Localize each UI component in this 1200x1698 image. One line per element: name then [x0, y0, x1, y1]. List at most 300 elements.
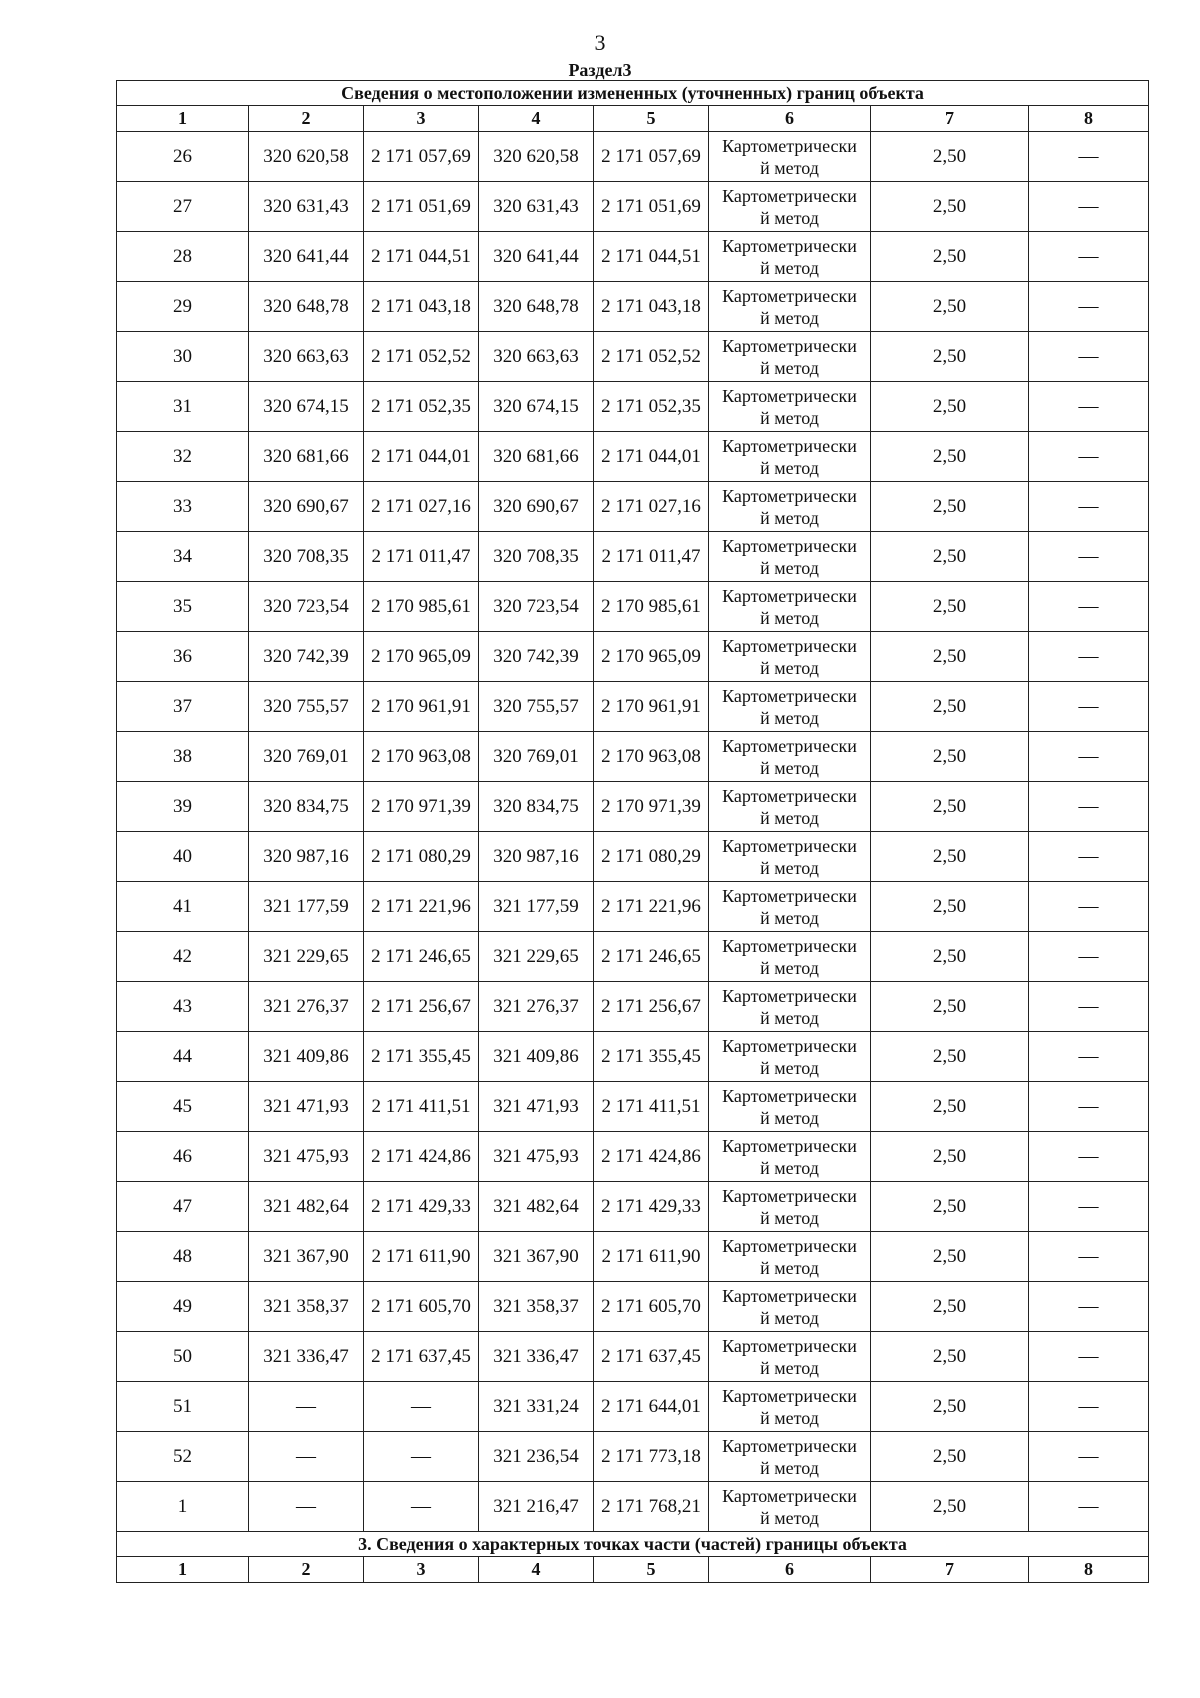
table-cell: 2 171 080,29	[594, 832, 709, 882]
method-text: й метод	[760, 657, 819, 678]
table-row	[117, 1382, 1149, 1432]
method-text: Картометрически	[722, 1035, 857, 1056]
method-text: й метод	[760, 407, 819, 428]
method-cell	[709, 1182, 871, 1232]
table-cell: 2,50	[871, 1232, 1029, 1282]
table-cell: 320 742,39	[479, 632, 594, 682]
table-row	[117, 1182, 1149, 1232]
table-row	[117, 632, 1149, 682]
table-cell: 321 336,47	[479, 1332, 594, 1382]
table-cell: 321 177,59	[249, 882, 364, 932]
table-cell: 2 171 355,45	[364, 1032, 479, 1082]
table-row	[117, 982, 1149, 1032]
table-cell: 2,50	[871, 982, 1029, 1032]
table-cell: 2,50	[871, 532, 1029, 582]
table-cell: 2 170 961,91	[594, 682, 709, 732]
table-cell: —	[1029, 182, 1149, 232]
method-text: й метод	[760, 857, 819, 878]
table-cell: 2,50	[871, 332, 1029, 382]
table-cell: 321 367,90	[479, 1232, 594, 1282]
table-cell: 30	[117, 332, 249, 382]
table-cell: 320 648,78	[249, 282, 364, 332]
table-cell: 2 171 605,70	[594, 1282, 709, 1332]
method-text: Картометрически	[722, 1235, 857, 1256]
column-number: 1	[117, 1557, 249, 1583]
table-cell: 2 171 221,96	[364, 882, 479, 932]
table-cell: —	[364, 1432, 479, 1482]
method-text: й метод	[760, 1507, 819, 1528]
table-cell: 42	[117, 932, 249, 982]
table-row	[117, 1282, 1149, 1332]
table-cell: 43	[117, 982, 249, 1032]
table-cell: —	[1029, 1032, 1149, 1082]
table-cell: 320 987,16	[479, 832, 594, 882]
table-cell: —	[1029, 982, 1149, 1032]
table-cell: 2 171 080,29	[364, 832, 479, 882]
method-cell	[709, 282, 871, 332]
table-cell: —	[1029, 1332, 1149, 1382]
method-text: й метод	[760, 507, 819, 528]
table-cell: 2 171 011,47	[594, 532, 709, 582]
table-row	[117, 782, 1149, 832]
table-cell: —	[1029, 1382, 1149, 1432]
column-number: 3	[364, 106, 479, 132]
table-cell: 2,50	[871, 582, 1029, 632]
method-text: Картометрически	[722, 535, 857, 556]
method-text: й метод	[760, 757, 819, 778]
table-cell: 41	[117, 882, 249, 932]
table-cell: 321 409,86	[479, 1032, 594, 1082]
table-cell: 321 475,93	[249, 1132, 364, 1182]
table-cell: —	[1029, 1132, 1149, 1182]
table-row	[117, 1482, 1149, 1532]
table-cell: 320 674,15	[479, 382, 594, 432]
table-cell: 2 171 611,90	[594, 1232, 709, 1282]
table-cell: 320 755,57	[479, 682, 594, 732]
method-text: й метод	[760, 1007, 819, 1028]
method-text: Картометрически	[722, 285, 857, 306]
table-cell: —	[1029, 282, 1149, 332]
table-cell: 320 631,43	[479, 182, 594, 232]
table-cell: 321 229,65	[249, 932, 364, 982]
table-cell: —	[1029, 882, 1149, 932]
method-text: й метод	[760, 257, 819, 278]
table-cell: 2 170 985,61	[364, 582, 479, 632]
table-cell: 2 171 768,21	[594, 1482, 709, 1532]
table-cell: 2,50	[871, 1382, 1029, 1432]
table-cell: —	[1029, 1182, 1149, 1232]
column-number: 2	[249, 1557, 364, 1583]
table-row	[117, 332, 1149, 382]
table-cell: 2,50	[871, 1132, 1029, 1182]
table-cell: 2 170 963,08	[364, 732, 479, 782]
table-cell: —	[1029, 782, 1149, 832]
table-cell: 320 769,01	[249, 732, 364, 782]
method-text: й метод	[760, 1257, 819, 1278]
table-cell: 321 367,90	[249, 1232, 364, 1282]
table-cell: 321 471,93	[249, 1082, 364, 1132]
table-cell: 320 690,67	[479, 482, 594, 532]
table-row	[117, 1082, 1149, 1132]
method-text: й метод	[760, 1107, 819, 1128]
table-cell: —	[1029, 582, 1149, 632]
footer-caption-row	[117, 1532, 1149, 1557]
table-cell: 320 663,63	[249, 332, 364, 382]
column-number: 6	[709, 106, 871, 132]
table-cell: —	[249, 1482, 364, 1532]
table-cell: 33	[117, 482, 249, 532]
method-cell	[709, 482, 871, 532]
table-cell: 52	[117, 1432, 249, 1482]
method-cell	[709, 1232, 871, 1282]
table-cell: —	[1029, 732, 1149, 782]
table-cell: 2,50	[871, 132, 1029, 182]
table-cell: 2 171 256,67	[364, 982, 479, 1032]
table-caption: Сведения о местоположении измененных (уточненных) границ объекта	[117, 81, 1149, 106]
method-cell	[709, 382, 871, 432]
table-cell: 2 170 971,39	[364, 782, 479, 832]
method-text: й метод	[760, 307, 819, 328]
table-cell: 51	[117, 1382, 249, 1432]
table-cell: 321 229,65	[479, 932, 594, 982]
method-text: й метод	[760, 1457, 819, 1478]
column-number: 7	[871, 1557, 1029, 1583]
method-cell	[709, 232, 871, 282]
column-numbers-row	[117, 106, 1149, 132]
table-cell: 2,50	[871, 832, 1029, 882]
table-cell: —	[249, 1382, 364, 1432]
table-cell: 2 171 051,69	[364, 182, 479, 232]
table-row	[117, 1432, 1149, 1482]
table-cell: 2 171 027,16	[364, 482, 479, 532]
method-cell	[709, 182, 871, 232]
table-row	[117, 432, 1149, 482]
table-cell: —	[364, 1482, 479, 1532]
method-cell	[709, 882, 871, 932]
method-text: Картометрически	[722, 585, 857, 606]
table-cell: —	[1029, 332, 1149, 382]
table-cell: 2 171 057,69	[364, 132, 479, 182]
table-cell: —	[1029, 1232, 1149, 1282]
table-cell: 2 171 246,65	[364, 932, 479, 982]
method-text: Картометрически	[722, 1435, 857, 1456]
method-text: й метод	[760, 457, 819, 478]
table-cell: —	[1029, 1482, 1149, 1532]
table-cell: 2 171 057,69	[594, 132, 709, 182]
table-cell: 39	[117, 782, 249, 832]
table-cell: 321 177,59	[479, 882, 594, 932]
column-number: 4	[479, 1557, 594, 1583]
table-cell: 2 170 963,08	[594, 732, 709, 782]
table-row	[117, 932, 1149, 982]
method-cell	[709, 1432, 871, 1482]
table-cell: —	[1029, 382, 1149, 432]
column-number: 6	[709, 1557, 871, 1583]
method-text: Картометрически	[722, 735, 857, 756]
table-cell: 46	[117, 1132, 249, 1182]
section-title: Раздел3	[568, 60, 632, 80]
table-cell: 2 171 411,51	[594, 1082, 709, 1132]
table-row	[117, 382, 1149, 432]
method-text: й метод	[760, 1407, 819, 1428]
table-cell: —	[1029, 1282, 1149, 1332]
table-cell: 2,50	[871, 682, 1029, 732]
table-cell: 31	[117, 382, 249, 432]
table-cell: 320 834,75	[249, 782, 364, 832]
method-cell	[709, 1382, 871, 1432]
table-cell: 320 690,67	[249, 482, 364, 532]
table-cell: 2,50	[871, 782, 1029, 832]
table-cell: 2,50	[871, 182, 1029, 232]
table-row	[117, 1132, 1149, 1182]
table-cell: 2 171 044,01	[594, 432, 709, 482]
method-text: й метод	[760, 1307, 819, 1328]
table-cell: 320 663,63	[479, 332, 594, 382]
table-cell: 2 171 221,96	[594, 882, 709, 932]
column-number: 4	[479, 106, 594, 132]
table-cell: 2 171 429,33	[364, 1182, 479, 1232]
method-text: й метод	[760, 807, 819, 828]
method-text: й метод	[760, 1157, 819, 1178]
table-cell: 48	[117, 1232, 249, 1282]
table-cell: 2 171 051,69	[594, 182, 709, 232]
table-cell: 2 171 429,33	[594, 1182, 709, 1232]
table-cell: —	[1029, 1432, 1149, 1482]
column-number: 8	[1029, 1557, 1149, 1583]
method-text: Картометрически	[722, 1135, 857, 1156]
table-cell: 2,50	[871, 232, 1029, 282]
table-cell: —	[249, 1432, 364, 1482]
table-cell: 2 170 965,09	[364, 632, 479, 682]
table-cell: 50	[117, 1332, 249, 1382]
table-row	[117, 132, 1149, 182]
method-cell	[709, 1282, 871, 1332]
table-cell: 2,50	[871, 482, 1029, 532]
table-cell: 2 171 424,86	[364, 1132, 479, 1182]
table-cell: 2,50	[871, 282, 1029, 332]
method-text: Картометрически	[722, 985, 857, 1006]
table-cell: 29	[117, 282, 249, 332]
method-text: Картометрически	[722, 235, 857, 256]
table-cell: 321 336,47	[249, 1332, 364, 1382]
method-text: й метод	[760, 707, 819, 728]
method-text: Картометрически	[722, 885, 857, 906]
table-cell: —	[1029, 232, 1149, 282]
table-row	[117, 182, 1149, 232]
method-cell	[709, 1482, 871, 1532]
table-cell: 2 170 961,91	[364, 682, 479, 732]
table-cell: 320 834,75	[479, 782, 594, 832]
method-text: й метод	[760, 357, 819, 378]
table-row	[117, 232, 1149, 282]
table-cell: 2 171 355,45	[594, 1032, 709, 1082]
table-cell: 2,50	[871, 632, 1029, 682]
table-row	[117, 1032, 1149, 1082]
method-text: Картометрически	[722, 1385, 857, 1406]
method-cell	[709, 432, 871, 482]
table-row	[117, 582, 1149, 632]
method-text: Картометрически	[722, 1185, 857, 1206]
method-text: Картометрически	[722, 1485, 857, 1506]
table-cell: 2,50	[871, 1332, 1029, 1382]
table-cell: 2 171 052,35	[594, 382, 709, 432]
table-cell: 2 171 044,51	[594, 232, 709, 282]
table-cell: 2 171 256,67	[594, 982, 709, 1032]
table-cell: 2 171 044,01	[364, 432, 479, 482]
table-cell: 45	[117, 1082, 249, 1132]
table-cell: 2 170 985,61	[594, 582, 709, 632]
column-number: 2	[249, 106, 364, 132]
table-cell: 2 171 411,51	[364, 1082, 479, 1132]
table-cell: 321 482,64	[249, 1182, 364, 1232]
table-cell: 321 276,37	[249, 982, 364, 1032]
table-cell: 44	[117, 1032, 249, 1082]
table-cell: —	[1029, 482, 1149, 532]
table-cell: 26	[117, 132, 249, 182]
table-cell: 28	[117, 232, 249, 282]
table-cell: —	[364, 1382, 479, 1432]
table-cell: 321 236,54	[479, 1432, 594, 1482]
method-cell	[709, 1082, 871, 1132]
method-text: Картометрически	[722, 935, 857, 956]
table-cell: 2,50	[871, 1032, 1029, 1082]
table-cell: 320 681,66	[249, 432, 364, 482]
table-cell: 2 171 044,51	[364, 232, 479, 282]
table-cell: 320 641,44	[479, 232, 594, 282]
method-cell	[709, 782, 871, 832]
table-cell: 34	[117, 532, 249, 582]
method-cell	[709, 682, 871, 732]
table-cell: 321 475,93	[479, 1132, 594, 1182]
table-cell: 320 723,54	[249, 582, 364, 632]
table-cell: 320 708,35	[249, 532, 364, 582]
method-text: Картометрически	[722, 435, 857, 456]
footer-column-numbers-row	[117, 1557, 1149, 1583]
table-cell: 320 641,44	[249, 232, 364, 282]
column-number: 5	[594, 106, 709, 132]
method-text: Картометрически	[722, 335, 857, 356]
method-text: й метод	[760, 907, 819, 928]
footer-caption: 3. Сведения о характерных точках части (частей) границы объекта	[117, 1532, 1149, 1557]
table-cell: —	[1029, 932, 1149, 982]
table-cell: —	[1029, 832, 1149, 882]
method-text: Картометрически	[722, 635, 857, 656]
method-text: й метод	[760, 607, 819, 628]
table-cell: —	[1029, 682, 1149, 732]
method-text: й метод	[760, 557, 819, 578]
method-text: й метод	[760, 1057, 819, 1078]
table-cell: 2 171 027,16	[594, 482, 709, 532]
method-text: й метод	[760, 207, 819, 228]
table-cell: 321 216,47	[479, 1482, 594, 1532]
table-cell: 2,50	[871, 432, 1029, 482]
table-cell: —	[1029, 132, 1149, 182]
method-cell	[709, 1332, 871, 1382]
method-cell	[709, 982, 871, 1032]
table-cell: 2 170 971,39	[594, 782, 709, 832]
table-cell: 2 171 637,45	[594, 1332, 709, 1382]
table-cell: 320 742,39	[249, 632, 364, 682]
table-cell: —	[1029, 1082, 1149, 1132]
method-text: Картометрически	[722, 185, 857, 206]
table-cell: 2 171 246,65	[594, 932, 709, 982]
method-text: Картометрически	[722, 785, 857, 806]
table-cell: 2 171 424,86	[594, 1132, 709, 1182]
table-cell: 2,50	[871, 382, 1029, 432]
table-cell: 2,50	[871, 1082, 1029, 1132]
method-text: Картометрически	[722, 1285, 857, 1306]
table-cell: 40	[117, 832, 249, 882]
table-cell: 320 769,01	[479, 732, 594, 782]
table-cell: 320 755,57	[249, 682, 364, 732]
table-row	[117, 532, 1149, 582]
table-row	[117, 282, 1149, 332]
table-cell: 321 276,37	[479, 982, 594, 1032]
table-cell: 2 171 637,45	[364, 1332, 479, 1382]
table-cell: 47	[117, 1182, 249, 1232]
column-number: 5	[594, 1557, 709, 1583]
table-cell: 321 331,24	[479, 1382, 594, 1432]
table-cell: 2 171 052,35	[364, 382, 479, 432]
table-cell: 2,50	[871, 1282, 1029, 1332]
table-cell: 2 171 773,18	[594, 1432, 709, 1482]
method-text: Картометрически	[722, 385, 857, 406]
table-cell: 2 171 011,47	[364, 532, 479, 582]
table-cell: —	[1029, 432, 1149, 482]
page-number: 3	[594, 30, 606, 55]
table-cell: —	[1029, 532, 1149, 582]
method-text: й метод	[760, 1357, 819, 1378]
table-row	[117, 882, 1149, 932]
table-cell: 320 620,58	[479, 132, 594, 182]
coordinates-table	[116, 80, 1149, 1583]
table-cell: 27	[117, 182, 249, 232]
table-cell: 321 482,64	[479, 1182, 594, 1232]
column-number: 3	[364, 1557, 479, 1583]
table-cell: 320 674,15	[249, 382, 364, 432]
table-cell: 2 171 052,52	[594, 332, 709, 382]
method-text: Картометрически	[722, 1085, 857, 1106]
column-number: 1	[117, 106, 249, 132]
method-cell	[709, 582, 871, 632]
table-cell: 2 171 043,18	[594, 282, 709, 332]
table-cell: 320 987,16	[249, 832, 364, 882]
method-cell	[709, 132, 871, 182]
method-text: й метод	[760, 957, 819, 978]
table-cell: 321 471,93	[479, 1082, 594, 1132]
table-row	[117, 832, 1149, 882]
table-cell: 1	[117, 1482, 249, 1532]
table-cell: 321 409,86	[249, 1032, 364, 1082]
table-row	[117, 1332, 1149, 1382]
table-cell: 2 171 644,01	[594, 1382, 709, 1432]
method-text: й метод	[760, 1207, 819, 1228]
table-cell: 320 681,66	[479, 432, 594, 482]
table-row	[117, 1232, 1149, 1282]
method-text: Картометрически	[722, 1335, 857, 1356]
method-cell	[709, 1032, 871, 1082]
table-cell: 321 358,37	[249, 1282, 364, 1332]
table-cell: 2,50	[871, 732, 1029, 782]
method-cell	[709, 732, 871, 782]
table-cell: 2 171 052,52	[364, 332, 479, 382]
table-cell: 32	[117, 432, 249, 482]
table-cell: 38	[117, 732, 249, 782]
table-row	[117, 732, 1149, 782]
method-text: й метод	[760, 157, 819, 178]
table-cell: 320 631,43	[249, 182, 364, 232]
table-cell: 2,50	[871, 932, 1029, 982]
